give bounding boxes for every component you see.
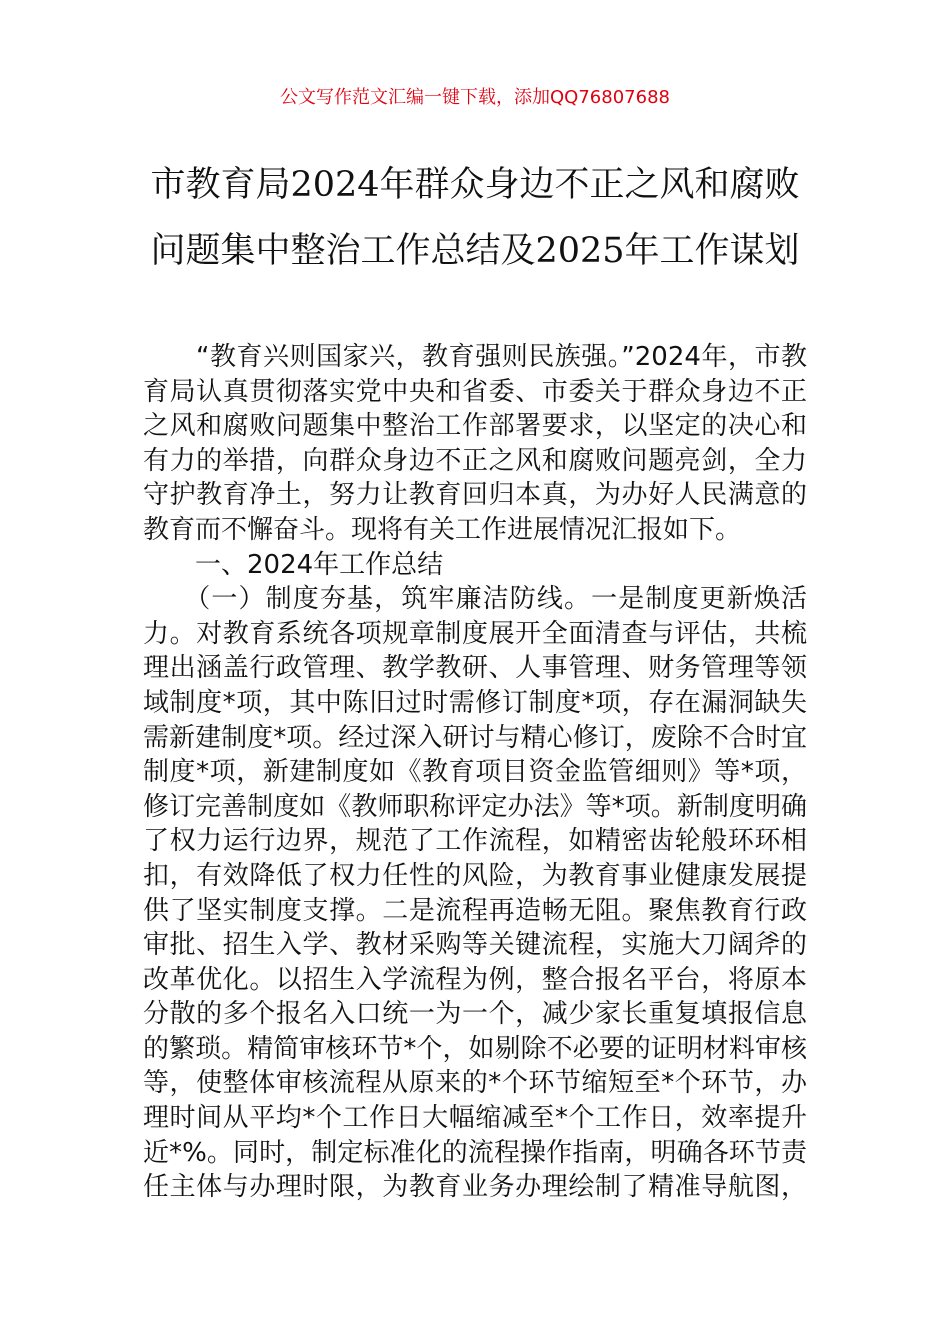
paragraph-line: 分散的多个报名入口统一为一个，减少家长重复填报信息: [143, 999, 807, 1030]
paragraph-line: 修订完善制度如《教师职称评定办法》等*项。新制度明确: [143, 791, 807, 822]
paragraph-line: 制度*项，新建制度如《教育项目资金监管细则》等*项，: [143, 757, 807, 788]
section-heading-text: 一、2024年工作总结: [143, 549, 444, 580]
document-title: [100, 152, 850, 284]
title-line-1: 市教育局2024年群众身边不正之风和腐败: [150, 165, 800, 205]
paragraph-line: 守护教育净土，努力让教育回归本真，为办好人民满意的: [143, 480, 807, 511]
paragraph-line: 育局认真贯彻落实党中央和省委、市委关于群众身边不正: [143, 376, 807, 407]
header-promo-note: 公文写作范文汇编一键下载，添加QQ76807688: [280, 87, 670, 108]
paragraph-line: 力。对教育系统各项规章制度展开全面清查与评估，共梳: [143, 618, 807, 649]
paragraph-line: 需新建制度*项。经过深入研讨与精心修订，废除不合时宜: [143, 722, 807, 753]
title-line-2: 问题集中整治工作总结及2025年工作谋划: [150, 231, 800, 271]
paragraph-line: 有力的举措，向群众身边不正之风和腐败问题亮剑，全力: [143, 445, 807, 476]
paragraph-line: 的繁琐。精简审核环节*个，如剔除不必要的证明材料审核: [143, 1033, 807, 1064]
paragraph-line: 理时间从平均*个工作日大幅缩减至*个工作日，效率提升: [143, 1103, 807, 1134]
paragraph-line: 审批、招生入学、教材采购等关键流程，实施大刀阔斧的: [143, 930, 807, 961]
section-heading: [143, 548, 807, 583]
paragraph-line: 近*%。同时，制定标准化的流程操作指南，明确各环节责: [143, 1137, 807, 1168]
paragraph-line: 之风和腐败问题集中整治工作部署要求，以坚定的决心和: [143, 411, 807, 442]
paragraph-line: 了权力运行边界，规范了工作流程，如精密齿轮般环环相: [143, 826, 807, 857]
intro-paragraph: [143, 340, 807, 548]
paragraph-line: 供了坚实制度支撑。二是流程再造畅无阻。聚焦教育行政: [143, 895, 807, 926]
paragraph-line: （一）制度夯基，筑牢廉洁防线。一是制度更新焕活: [143, 584, 807, 615]
paragraph-line: 任主体与办理时限，为教育业务办理绘制了精准导航图，: [143, 1172, 807, 1203]
paragraph-line: 扣，有效降低了权力任性的风险，为教育事业健康发展提: [143, 860, 807, 891]
paragraph-line: 域制度*项，其中陈旧过时需修订制度*项，存在漏洞缺失: [143, 687, 807, 718]
paragraph-line: “教育兴则国家兴，教育强则民族强。”2024年，市教: [143, 342, 807, 372]
paragraph-line: 理出涵盖行政管理、教学教研、人事管理、财务管理等领: [143, 653, 807, 684]
paragraph-line: 等，使整体审核流程从原来的*个环节缩短至*个环节，办: [143, 1068, 807, 1099]
paragraph-line: 改革优化。以招生入学流程为例，整合报名平台，将原本: [143, 964, 807, 995]
document-body: [143, 340, 807, 1205]
paragraph-line: 教育而不懈奋斗。现将有关工作进展情况汇报如下。: [143, 514, 742, 545]
section-1-paragraph: [143, 582, 807, 1205]
